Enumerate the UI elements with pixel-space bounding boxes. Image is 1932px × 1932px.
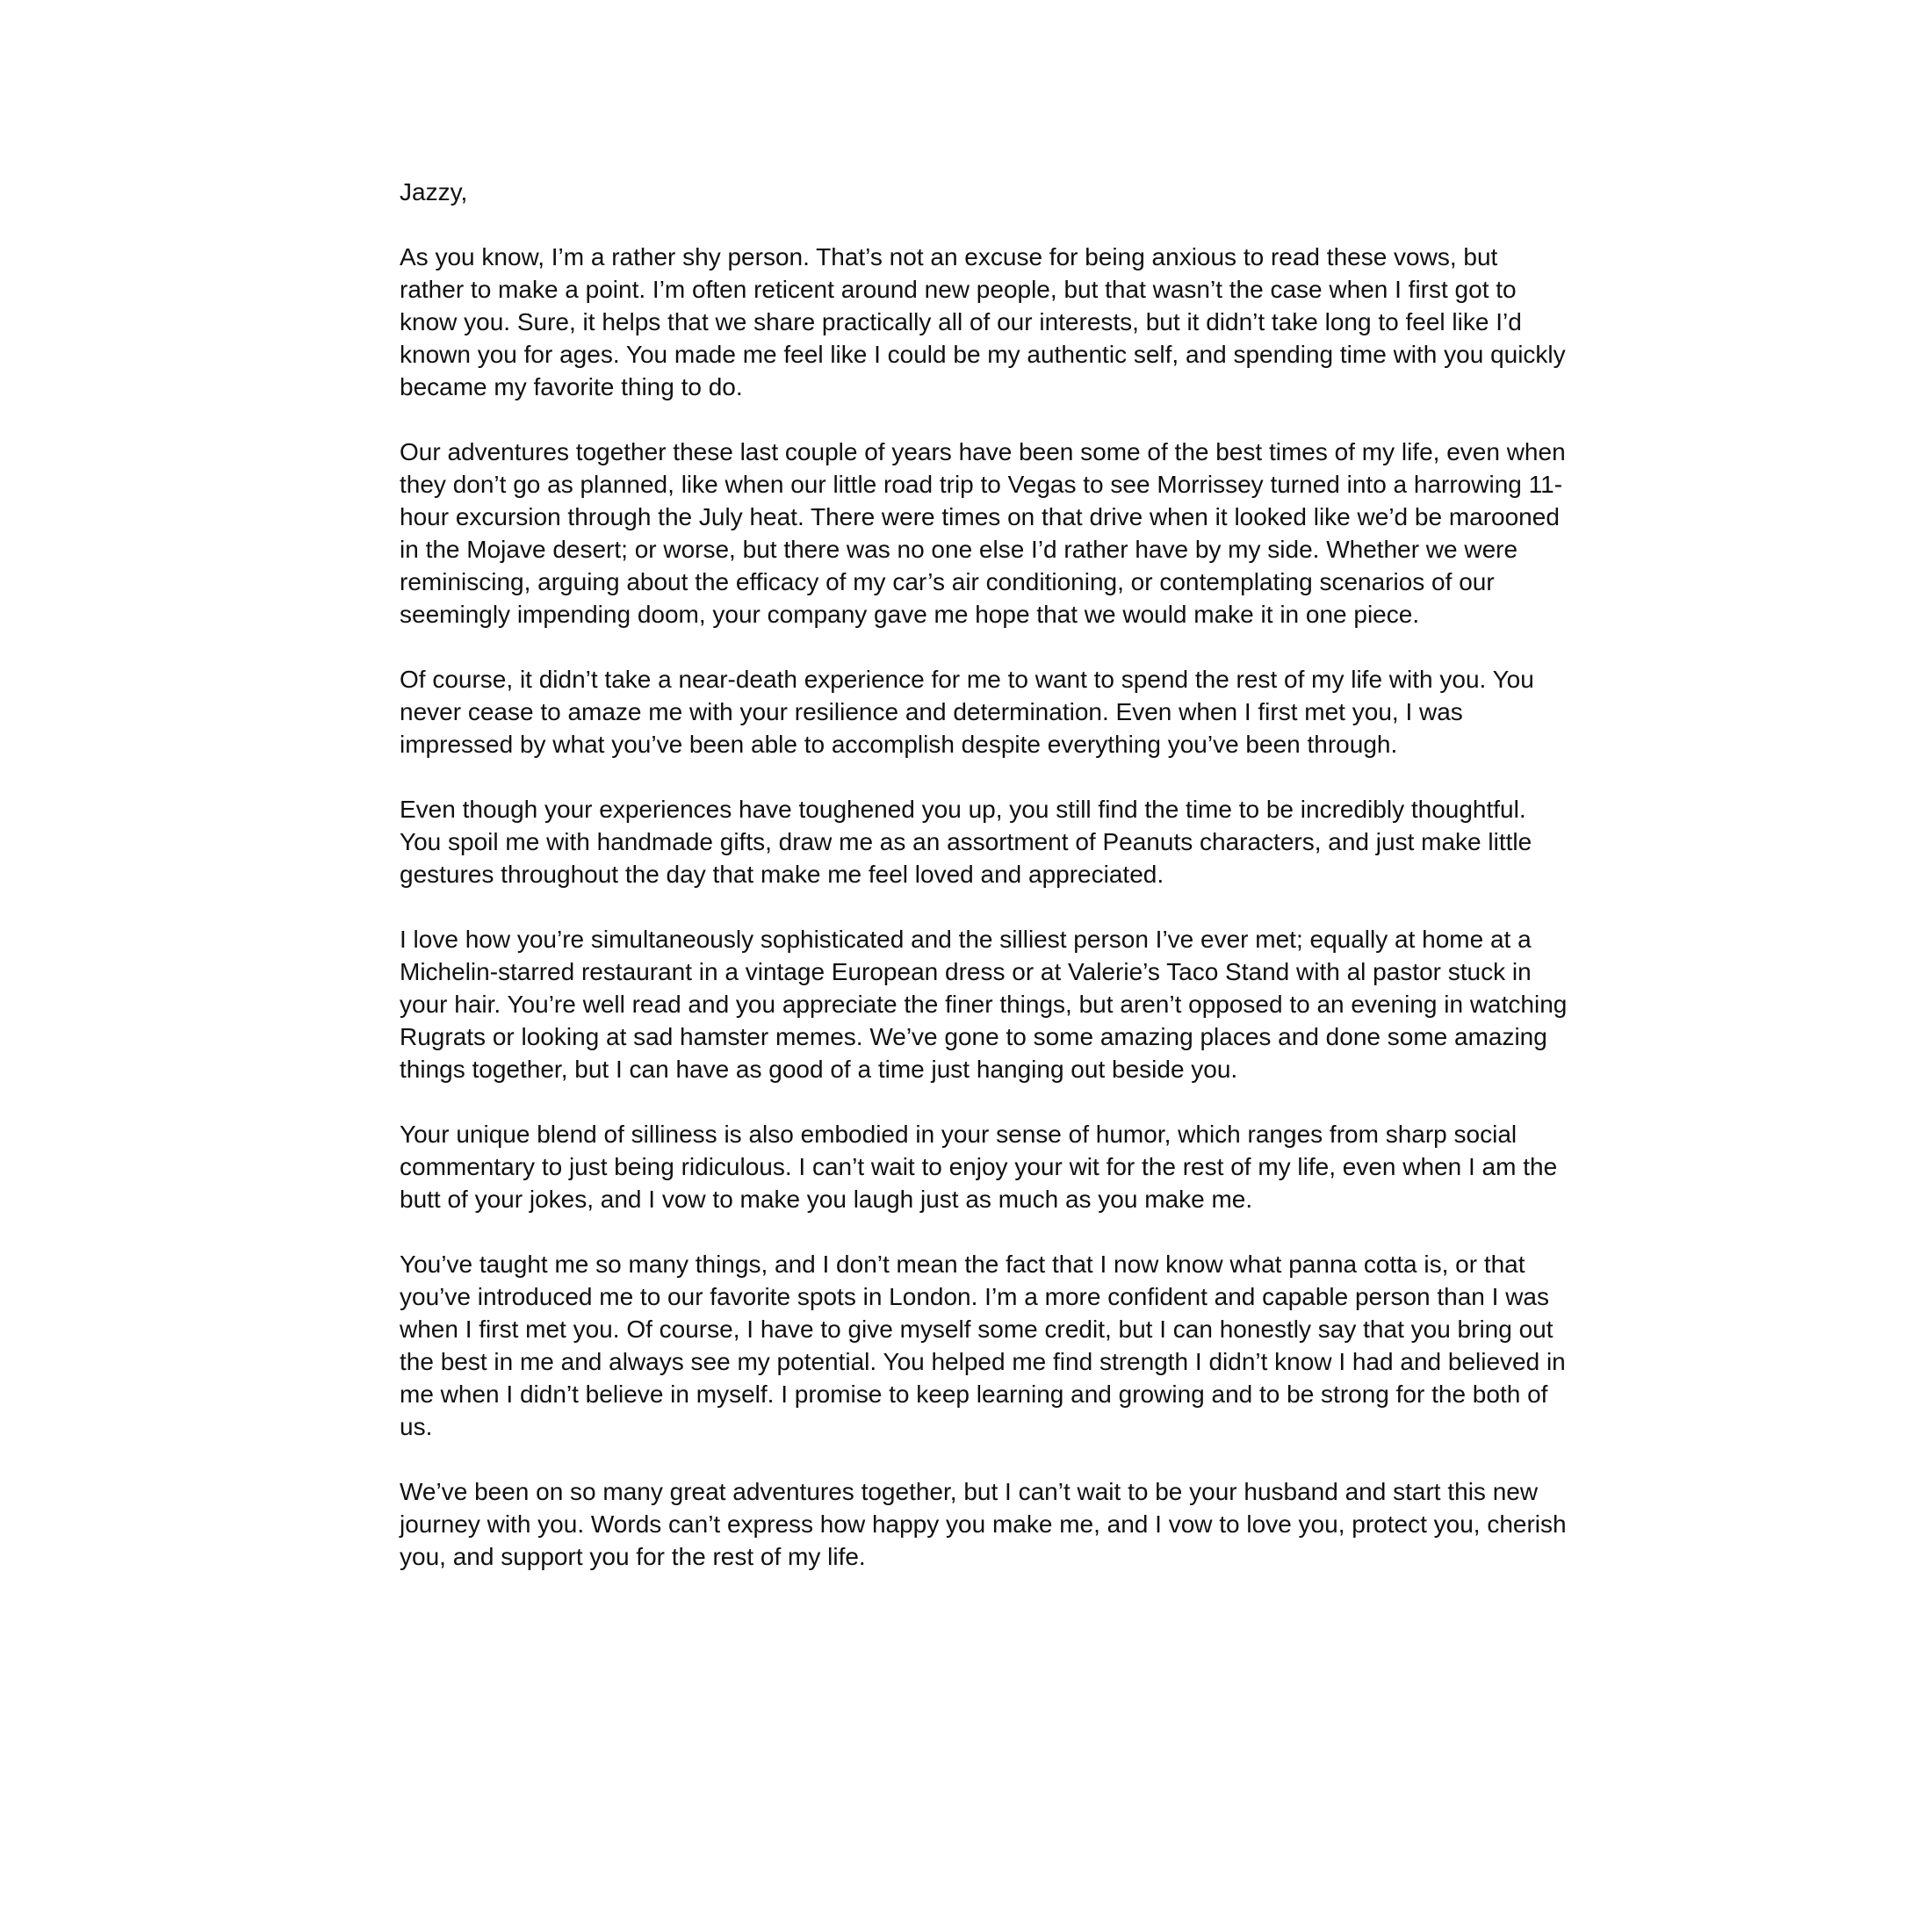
- salutation: Jazzy,: [400, 178, 468, 205]
- paragraph-2: Our adventures together these last couple of years have been some of the best times of my life, even when they don’t go as planned, like when our little road trip to Vegas to see Morrissey turned into a harrowing 11-hour excursion through the July heat. There were times on that drive when it looked like we’d be marooned in the Mojave desert; or worse, but there was no one else I’d rather have by my side. Whether we were reminiscing, arguing about the efficacy of my car’s air conditioning, or contemplating scenarios of our seemingly impending doom, your company gave me hope that we would make it in one piece.: [400, 438, 1566, 628]
- paragraph-4: Even though your experiences have toughened you up, you still find the time to be incredibly thoughtful. You spoil me with handmade gifts, draw me as an assortment of Peanuts characters, and just make little gestures throughout the day that make me feel loved and appreciated.: [400, 796, 1532, 888]
- paragraph-7: You’ve taught me so many things, and I don’t mean the fact that I now know what panna cotta is, or that you’ve introduced me to our favorite spots in London. I’m a more confident and capable person than I was when I first met you. Of course, I have to give myself some credit, but I can honestly say that you bring out the best in me and always see my potential. You helped me find strength I didn’t know I had and believed in me when I didn’t believe in myself. I promise to keep learning and growing and to be strong for the both of us.: [400, 1251, 1566, 1440]
- paragraph-8: We’ve been on so many great adventures together, but I can’t wait to be your husband and start this new journey with you. Words can’t express how happy you make me, and I vow to love you, protect you, cherish you, and support you for the rest of my life.: [400, 1478, 1567, 1570]
- paragraph-1: As you know, I’m a rather shy person. That’s not an excuse for being anxious to read these vows, but rather to make a point. I’m often reticent around new people, but that wasn’t the case when I first got to know you. Sure, it helps that we share practically all of our interests, but it didn’t take long to feel like I’d known you for ages. You made me feel like I could be my authentic self, and spending time with you quickly became my favorite thing to do.: [400, 243, 1566, 400]
- vow-letter: [400, 176, 1568, 1605]
- paragraph-3: Of course, it didn’t take a near-death experience for me to want to spend the rest of my life with you. You never cease to amaze me with your resilience and determination. Even when I first met you, I was impressed by what you’ve been able to accomplish despite everything you’ve been through.: [400, 666, 1534, 758]
- paragraph-5: I love how you’re simultaneously sophisticated and the silliest person I’ve ever met; equally at home at a Michelin-starred restaurant in a vintage European dress or at Valerie’s Taco Stand with al pastor stuck in your hair. You’re well read and you appreciate the finer things, but aren’t opposed to an evening in watching Rugrats or looking at sad hamster memes. We’ve gone to some amazing places and done some amazing things together, but I can have as good of a time just hanging out beside you.: [400, 926, 1568, 1083]
- paragraph-6: Your unique blend of silliness is also embodied in your sense of humor, which ranges from sharp social commentary to just being ridiculous. I can’t wait to enjoy your wit for the rest of my life, even when I am the butt of your jokes, and I vow to make you laugh just as much as you make me.: [400, 1121, 1558, 1213]
